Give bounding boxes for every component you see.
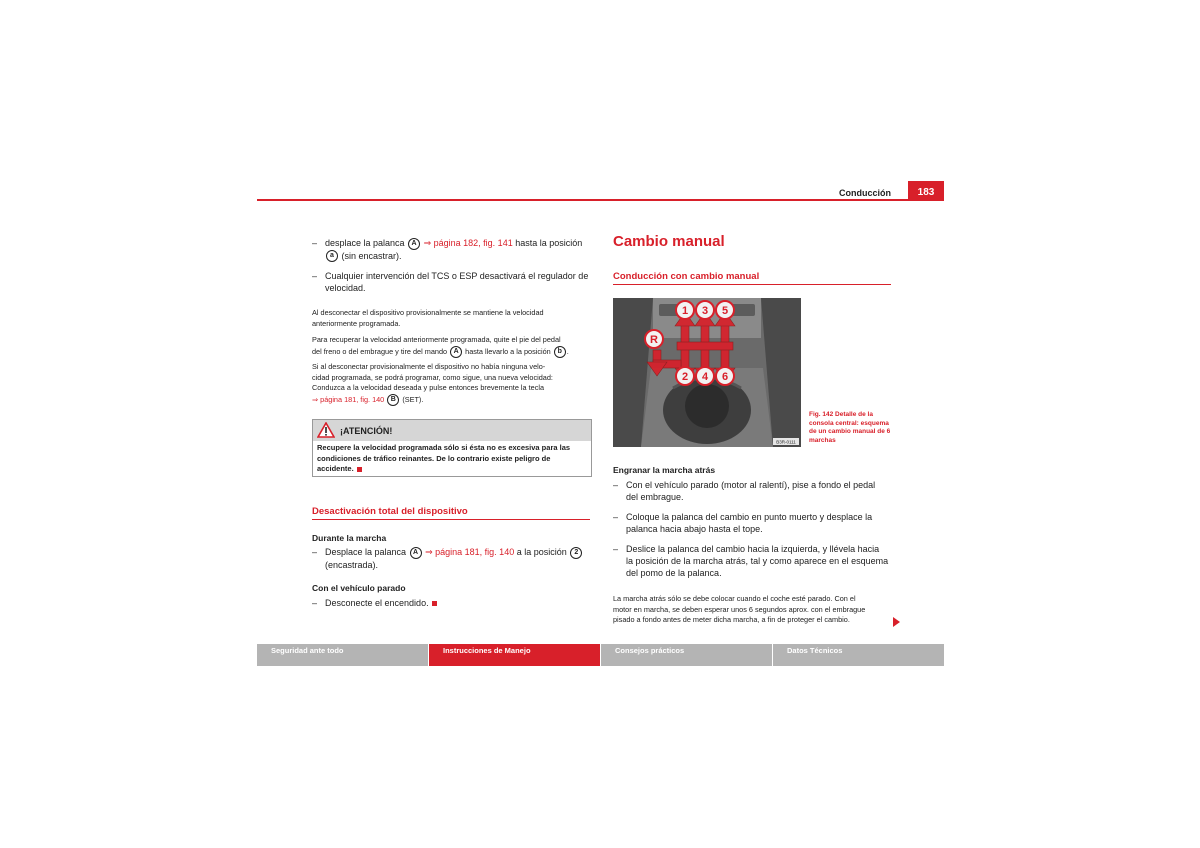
figure-caption-text: Detalle de la consola central: esquema de un cambio manual de 6 marchas bbox=[809, 411, 891, 444]
page-number: 183 bbox=[908, 181, 944, 201]
paragraph: Si al desconectar provisionalmente el dispositivo no había ninguna velo- cidad programada, se podrá programar, como sigue, una nueva velocidad: Conduzca a la velocidad deseada y pulse entonces brevemente la tecla ⇒ página 181, fig. 140 B (SET). bbox=[312, 362, 597, 406]
footer-tab-operation[interactable]: Instrucciones de Manejo bbox=[429, 644, 600, 666]
position-badge: a bbox=[326, 250, 338, 262]
figure-number: Fig. 142 bbox=[809, 411, 834, 418]
page-reference-link[interactable]: ⇒ página 181, fig. 140 bbox=[312, 394, 385, 404]
warning-box bbox=[312, 419, 592, 477]
paragraph: Al desconectar el dispositivo provisionalmente se mantiene la velocidad anteriormente programada. bbox=[312, 308, 544, 328]
gear-label: 6 bbox=[721, 371, 729, 383]
list-item: – Coloque la palanca del cambio en punto muerto y desplace la palanca hacia abajo hasta el tope. bbox=[613, 512, 873, 534]
position-badge: 2 bbox=[570, 547, 582, 559]
gear-label: 1 bbox=[681, 305, 689, 317]
gear-label: 4 bbox=[701, 371, 709, 383]
warning-title: ¡ATENCIÓN! bbox=[340, 426, 393, 436]
figure-caption bbox=[809, 411, 895, 445]
paragraph: Para recuperar la velocidad anteriormente programada, quite el pie del pedal del freno o del embrague y tire del mando A hasta llevarlo a la posición b . bbox=[312, 335, 597, 358]
section-heading: Desactivación total del dispositivo bbox=[312, 506, 468, 517]
control-label-badge: A bbox=[410, 547, 422, 559]
control-label-badge: A bbox=[408, 238, 420, 250]
list-item: – Con el vehículo parado (motor al ralentí), pise a fondo el pedal del embrague. bbox=[613, 480, 876, 502]
continue-arrow-icon[interactable] bbox=[893, 617, 900, 627]
list-item: – Desconecte el encendido. bbox=[312, 597, 610, 609]
control-label-badge: A bbox=[450, 346, 462, 358]
heading-rule bbox=[613, 284, 891, 285]
end-of-section-icon bbox=[432, 601, 437, 606]
running-header: Conducción bbox=[839, 188, 891, 198]
gear-shift-figure bbox=[613, 298, 801, 447]
list-item: – Deslice la palanca del cambio hacia la izquierda, y llévela hacia la posición de la marcha atrás, tal y como aparece en el esquema del pomo de la palanca. bbox=[613, 544, 889, 578]
page-reference-link[interactable]: ⇒ página 182, fig. 141 bbox=[423, 238, 513, 248]
warning-text: Recupere la velocidad programada sólo si ésta no es excesiva para las condiciones de tráfico reinantes. De lo contrario existe peligro de accidente. bbox=[317, 443, 571, 474]
end-of-section-icon bbox=[357, 467, 362, 472]
figure-code: B3R-0111 bbox=[776, 439, 796, 445]
gear-label: 5 bbox=[721, 305, 729, 317]
footer-tab-safety[interactable]: Seguridad ante todo bbox=[257, 644, 428, 666]
page-reference-link[interactable]: ⇒ página 181, fig. 140 bbox=[425, 547, 515, 557]
footer-tab-technical-data[interactable]: Datos Técnicos bbox=[773, 644, 944, 666]
list-item: – Cualquier intervención del TCS o ESP desactivará el regulador de velocidad. bbox=[312, 271, 589, 293]
sub-heading: Durante la marcha bbox=[312, 533, 387, 543]
chapter-title: Cambio manual bbox=[613, 233, 725, 250]
sub-heading: Engranar la marcha atrás bbox=[613, 465, 716, 475]
gear-label: 3 bbox=[701, 305, 709, 317]
position-badge: b bbox=[554, 346, 566, 358]
button-label-badge: B bbox=[387, 394, 399, 406]
gear-console-illustration bbox=[613, 298, 801, 447]
sub-heading: Con el vehículo parado bbox=[312, 583, 406, 593]
list-item: – desplace la palanca A ⇒ página 182, fig. 141 hasta la posición a (sin encastrar). bbox=[312, 238, 583, 261]
note-paragraph: La marcha atrás sólo se debe colocar cuando el coche esté parado. Con el motor en marcha, se deben esperar unos 6 segundos aprox. con el embrague pisado a fondo antes de meter dicha marcha, a fin de proteger el cambio. bbox=[613, 594, 866, 624]
heading-rule bbox=[312, 519, 590, 520]
header-rule bbox=[257, 199, 944, 201]
list-item: – Desplace la palanca A ⇒ página 181, fig. 140 a la posición 2 (encastrada). bbox=[312, 546, 610, 571]
warning-header bbox=[313, 420, 591, 441]
warning-triangle-icon bbox=[317, 422, 335, 438]
section-heading: Conducción con cambio manual bbox=[613, 271, 760, 282]
footer-tab-tips[interactable]: Consejos prácticos bbox=[601, 644, 772, 666]
gear-label: R bbox=[650, 334, 658, 346]
gear-label: 2 bbox=[681, 371, 689, 383]
